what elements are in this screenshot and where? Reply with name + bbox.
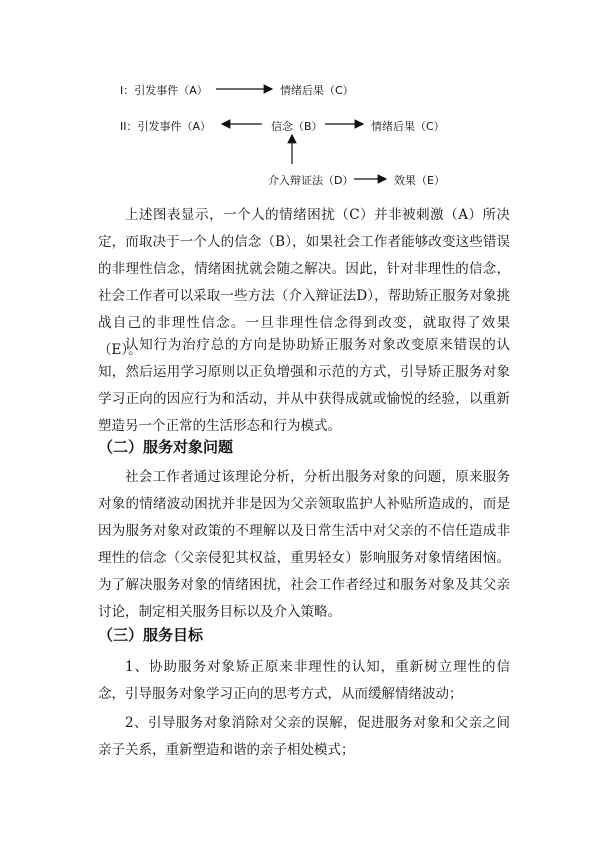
paragraph-diagram-explanation: 上述图表显示，一个人的情绪困扰（C）并非被刺激（A）所决定，而取决于一个人的信念（B），如果社会工作者能够改变这些错误的非理性信念，情绪困扰就会随之解决。因此，针对非理性的信念，社会工作者可以采取一些方法（介入辩证法D），帮助矫正服务对象挑战自己的非理性信念。一旦非理性信念得到改变，就取得了效果（E）。 [98,207,510,358]
diagram-row2-result: 情绪后果（C） [371,120,445,133]
paragraph-client-problem: 社会工作者通过该理论分析，分析出服务对象的问题，原来服务对象的情绪波动困扰并非是因为父亲领取监护人补贴所造成的，而是因为服务对象对政策的不理解以及日常生活中对父亲的不信任造成非理性的信念（父亲侵犯其权益，重男轻女）影响服务对象情绪困恼。为了解决服务对象的情绪困扰，社会工作者经过和服务对象及其父亲讨论，制定相关服务目标以及介入策略。 [98,469,510,620]
paragraph-cbt-direction: 认知行为治疗总的方向是协助矫正服务对象改变原来错误的认知，然后运用学习原则以正负增强和示范的方式，引导矫正服务对象学习正向的因应行为和活动，并从中获得成就或愉悦的经验，以重新塑造另一个正常的生活形态和行为模式。 [98,337,510,434]
diagram-row1-result: 情绪后果（C） [280,84,354,97]
diagram-row3-intervention: 介入辩证法（D） [268,174,354,187]
section-heading-service-goals: （三）服务目标 [98,626,204,644]
diagram-row2-event: II：引发事件（A） [120,120,212,133]
paragraph-goal-2: 2、引导服务对象消除对父亲的误解，促进服务对象和父亲之间亲子关系，重新塑造和谐的亲子相处模式； [98,715,510,758]
diagram-row1-event: I：引发事件（A） [120,84,208,97]
diagram-row2-belief: 信念（B） [271,120,323,133]
paragraph-goal-1: 1、协助服务对象矫正原来非理性的认知，重新树立理性的信念，引导服务对象学习正向的思考方式，从而缓解情绪波动； [98,659,510,702]
diagram-arrows [0,0,600,220]
diagram-row3-effect: 效果（E） [394,174,445,187]
section-heading-client-problem: （二）服务对象问题 [98,438,234,456]
